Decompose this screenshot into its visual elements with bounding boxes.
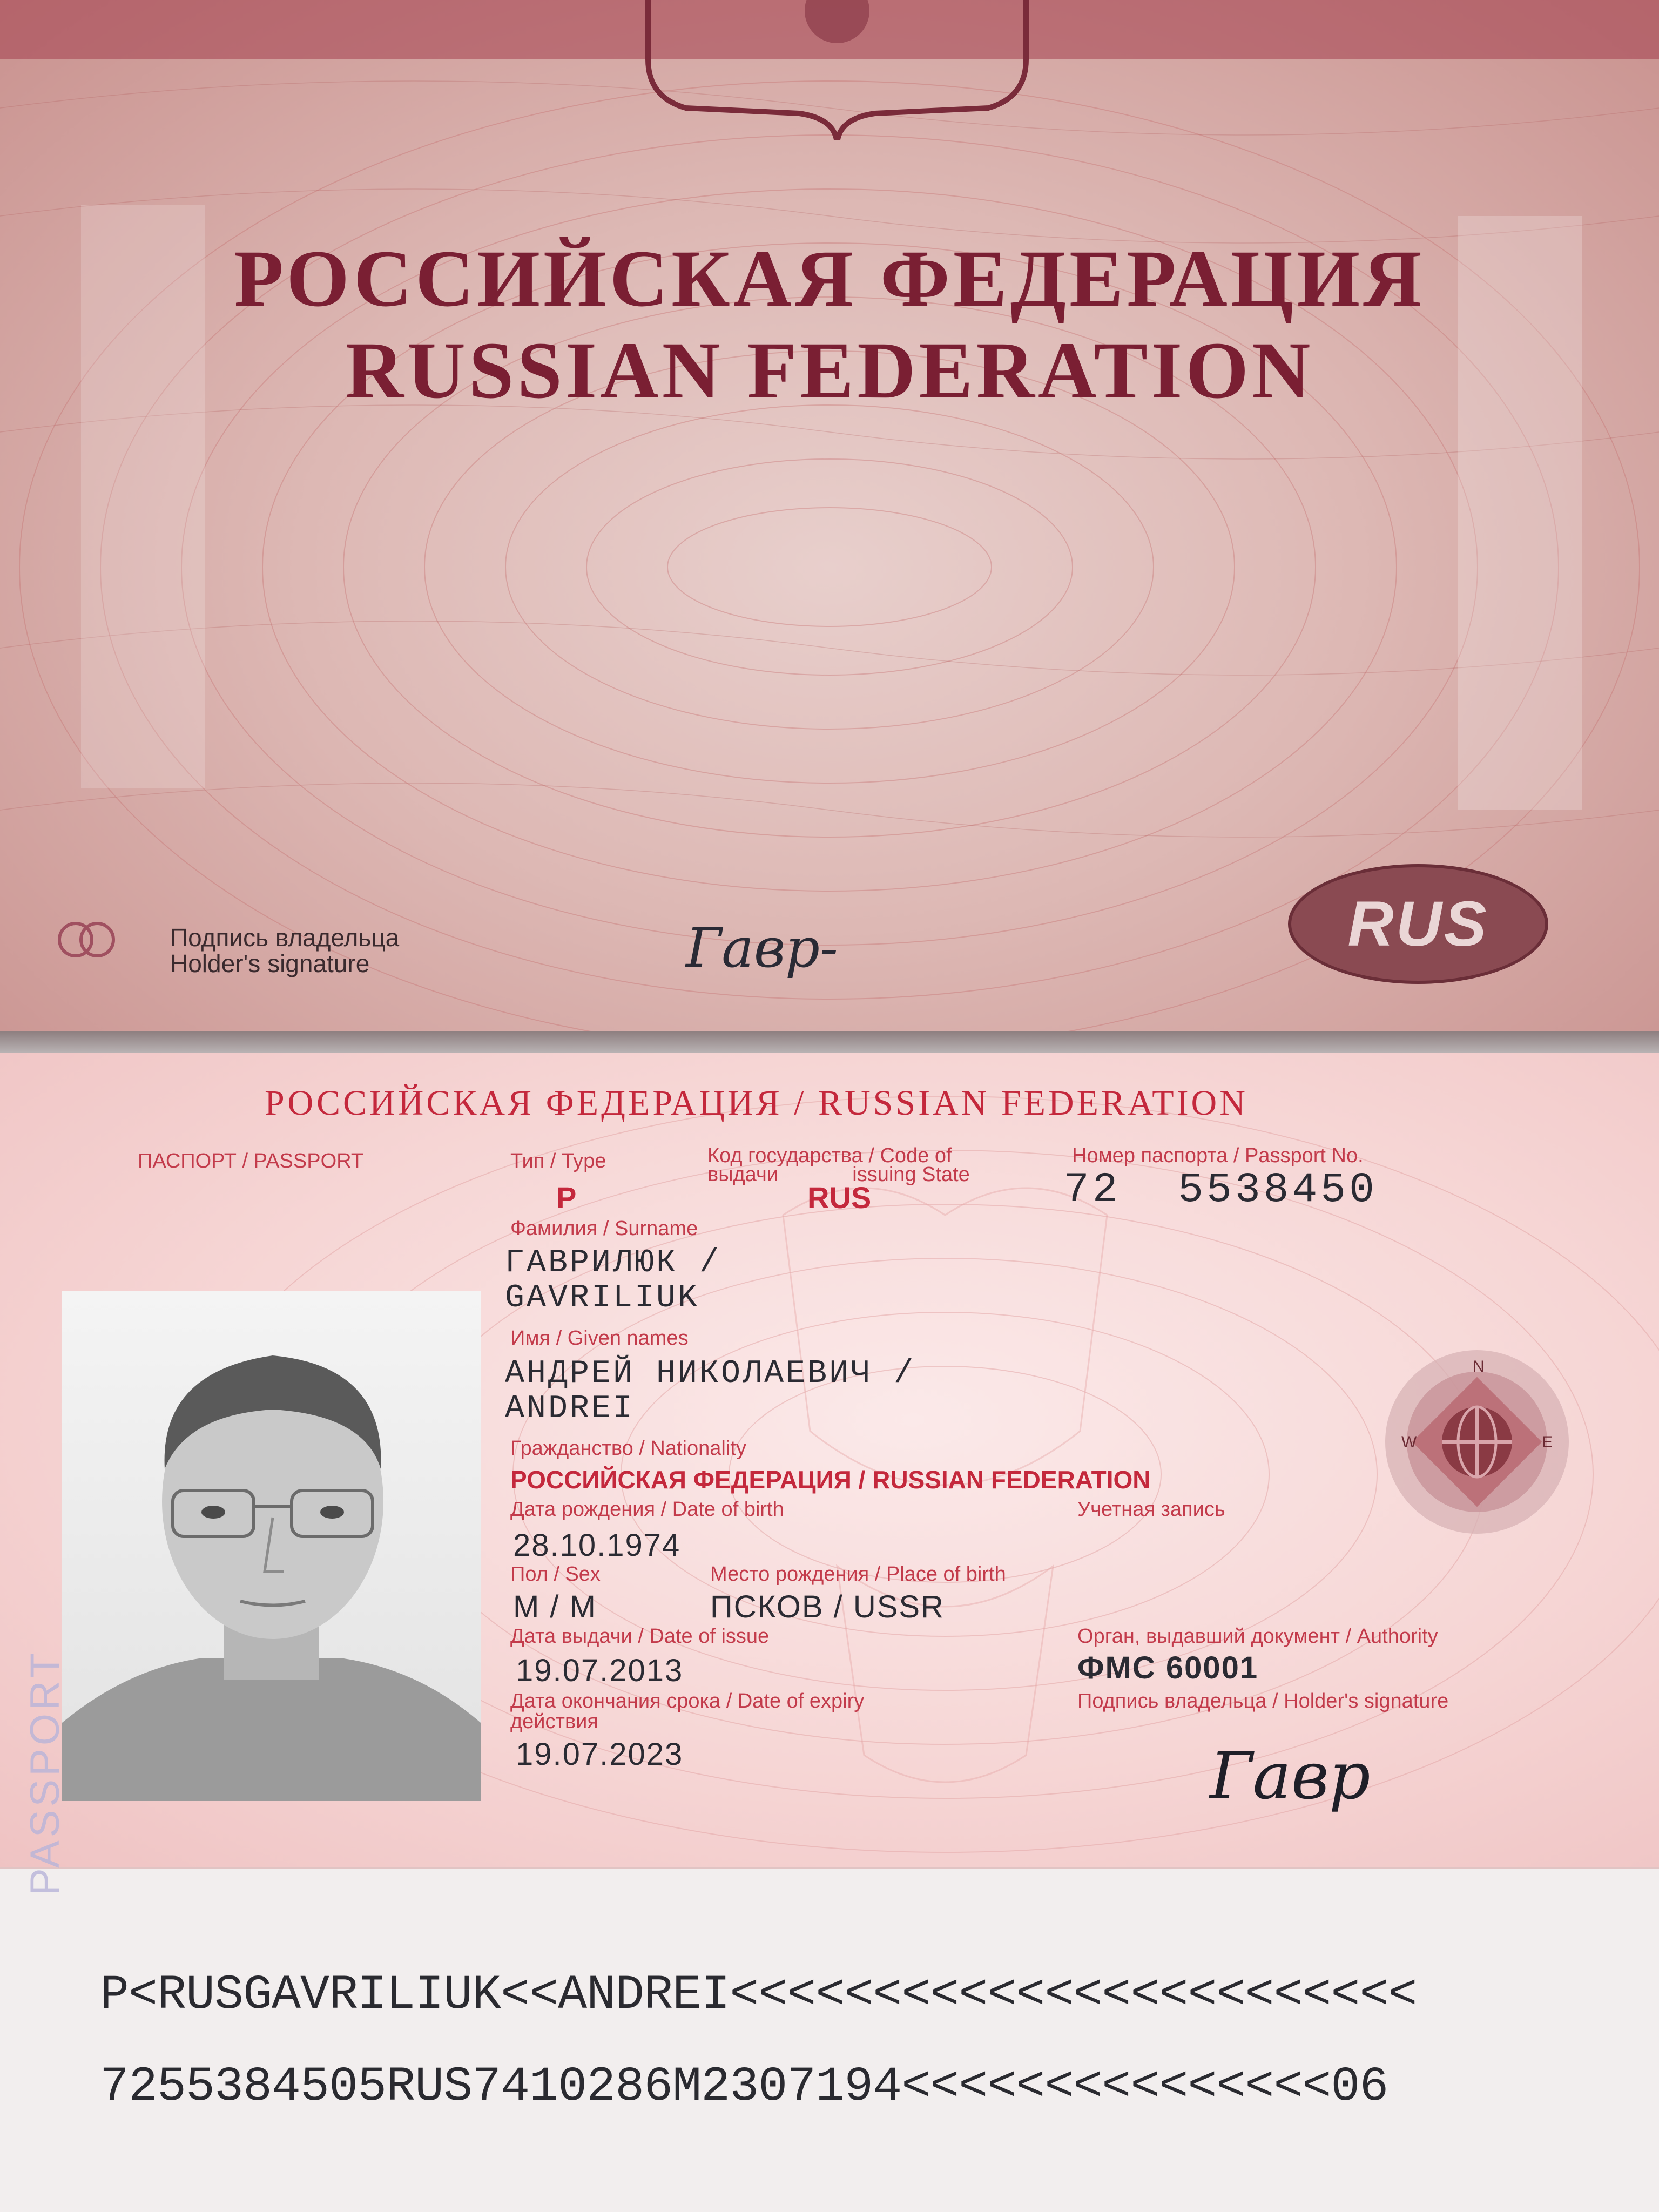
page-header: РОССИЙСКАЯ ФЕДЕРАЦИЯ / RUSSIAN FEDERATION <box>265 1083 1248 1123</box>
holder-signature-label <box>170 925 399 976</box>
issuing-state-label-1: Код государства / Code of <box>707 1144 952 1167</box>
holder-signature <box>675 902 891 999</box>
given-names-label: Имя / Given names <box>510 1327 689 1350</box>
type-label: Тип / Type <box>510 1150 606 1172</box>
holder-photo <box>62 1291 481 1801</box>
svg-text:Гавр-: Гавр- <box>686 916 838 980</box>
surname-label: Фамилия / Surname <box>510 1217 698 1240</box>
holder-signature <box>1204 1728 1431 1836</box>
given-names-value-en: ANDREI <box>505 1391 635 1427</box>
vertical-passport-text: PASSPORT <box>22 1650 68 1896</box>
country-code-badge: RUS <box>1288 864 1548 984</box>
dob-label: Дата рождения / Date of birth <box>510 1498 784 1521</box>
holder-signature-label: Подпись владельца / Holder's signature <box>1077 1690 1449 1712</box>
date-of-expiry-value: 19.07.2023 <box>516 1737 684 1772</box>
svg-text:W: W <box>1401 1433 1417 1451</box>
svg-text:Гавр: Гавр <box>1210 1739 1371 1814</box>
hologram-icon <box>51 918 122 961</box>
type-value: P <box>556 1181 577 1215</box>
passport-no-label: Номер паспорта / Passport No. <box>1072 1144 1364 1167</box>
mrz-line-1: P<RUSGAVRILIUK<<ANDREI<<<<<<<<<<<<<<<<<<<<<<<< <box>100 1968 1417 2023</box>
svg-text:E: E <box>1542 1433 1553 1451</box>
record-label: Учетная запись <box>1077 1498 1225 1521</box>
cover-title-ru: РОССИЙСКАЯ ФЕДЕРАЦИЯ <box>234 234 1425 323</box>
mrz-line-2: 7255384505RUS7410286M2307194<<<<<<<<<<<<<<<06 <box>100 2060 1388 2115</box>
passport-no-value: 72 5538450 <box>1064 1166 1378 1214</box>
doc-type-label: ПАСПОРТ / PASSPORT <box>138 1150 364 1172</box>
surname-value-en: GAVRILIUK <box>505 1280 700 1317</box>
passport-data-page <box>0 1053 1659 2212</box>
authority-label: Орган, выдавший документ / Authority <box>1077 1625 1438 1648</box>
surname-value-ru: ГАВРИЛЮК / <box>505 1245 721 1282</box>
authority-value: ФМС 60001 <box>1077 1650 1259 1685</box>
issuing-state-value: RUS <box>807 1181 872 1215</box>
coat-of-arms-emblem <box>594 0 1080 140</box>
date-of-issue-value: 19.07.2013 <box>516 1653 684 1688</box>
sex-label: Пол / Sex <box>510 1563 601 1586</box>
dob-value: 28.10.1974 <box>513 1528 681 1563</box>
portrait <box>62 1291 481 1801</box>
signature-label-ru: Подпись владельца <box>170 923 400 952</box>
sex-value: М / M <box>513 1589 597 1624</box>
passport-top-page <box>0 0 1659 1031</box>
svg-text:N: N <box>1473 1358 1485 1375</box>
given-names-value-ru: АНДРЕЙ НИКОЛАЕВИЧ / <box>505 1355 916 1392</box>
date-of-expiry-label-2: действия <box>510 1710 598 1733</box>
place-of-birth-label: Место рождения / Place of birth <box>710 1563 1006 1586</box>
machine-readable-zone <box>100 1950 1417 2133</box>
visual-inspection-zone <box>0 1053 1659 1896</box>
cover-title-en: RUSSIAN FEDERATION <box>345 326 1314 415</box>
issuing-state-label-2: выдачи issuing State <box>707 1163 970 1186</box>
date-of-issue-label: Дата выдачи / Date of issue <box>510 1625 770 1648</box>
signature-label-en: Holder's signature <box>170 949 370 977</box>
date-of-expiry-label: Дата окончания срока / Date of expiry <box>510 1690 865 1712</box>
nationality-value: РОССИЙСКАЯ ФЕДЕРАЦИЯ / RUSSIAN FEDERATION <box>510 1466 1151 1494</box>
page-separator <box>0 1031 1659 1053</box>
place-of-birth-value: ПСКОВ / USSR <box>710 1589 945 1624</box>
security-seal-icon <box>1380 1345 1574 1539</box>
nationality-label: Гражданство / Nationality <box>510 1437 746 1460</box>
